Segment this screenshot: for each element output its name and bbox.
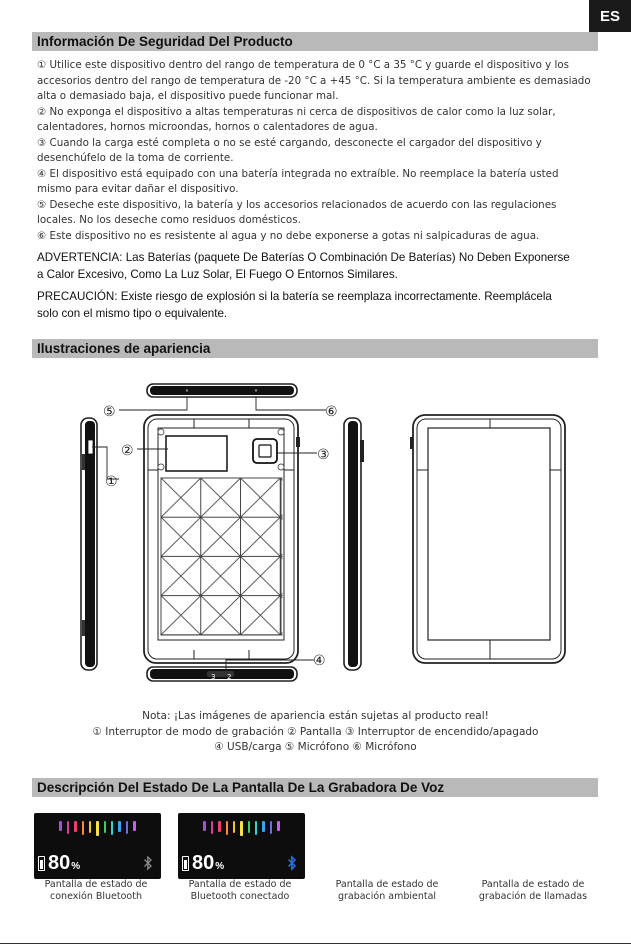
bluetooth-icon (143, 855, 153, 871)
display-window (166, 436, 227, 471)
caption-line: conexión Bluetooth (50, 890, 142, 902)
warning-line: a Calor Excesivo, Como La Luz Solar, El Fuego O Entornos Similares. (37, 267, 398, 281)
audio-level-bar (248, 821, 250, 833)
safety-line: calentadores, hornos microondas, hornos o calentadores de agua. (37, 121, 378, 133)
audio-level-bar (233, 821, 235, 833)
safety-line: ① Utilice este dispositivo dentro del rango de temperatura de 0 °C a 35 °C y guarde el dispositivo y los (37, 59, 570, 71)
safety-line: locales. No los deseche como residuos domésticos. (37, 214, 301, 226)
safety-line: accesorios dentro del rango de temperatura de -20 °C a +45 °C. Si la temperatura ambiente es demasiado (37, 74, 591, 87)
safety-line: ③ Cuando la carga esté completa o no se esté cargando, desconecte el cargador del dispositivo y (37, 136, 542, 149)
audio-level-bar (203, 821, 205, 831)
battery-level: 80 (48, 852, 71, 874)
bottom-port-mark: 3 (211, 673, 216, 681)
battery-unit: % (215, 861, 225, 872)
status-caption (322, 879, 452, 902)
audio-level-bar (118, 821, 120, 832)
audio-level-bar (218, 821, 220, 832)
microphone-hole (255, 389, 257, 391)
audio-level-bars (34, 821, 161, 836)
appearance-legend-line: ① Interruptor de modo de grabación ② Pantalla ③ Interruptor de encendido/apagado (92, 726, 539, 738)
safety-line: ⑥ Este dispositivo no es resistente al agua y no debe exponerse a gotas ni salpicaduras de agua. (37, 229, 540, 242)
status-screen-bluetooth-connecting (34, 813, 161, 879)
appearance-note: Nota: ¡Las imágenes de apariencia están sujetas al producto real! (142, 710, 489, 722)
microphone-hole (186, 389, 188, 391)
language-tab: ES (589, 0, 631, 32)
device-illustration (0, 370, 631, 710)
appearance-heading: Ilustraciones de apariencia (32, 339, 598, 358)
audio-level-bar (59, 821, 61, 831)
bottom-port-mark: 2 (227, 673, 232, 681)
callout-6: ⑥ (325, 404, 338, 420)
battery-indicator (182, 853, 224, 873)
caution-line: PRECAUCIÓN: Existe riesgo de explosión si la batería se reemplaza incorrectamente. Reemplácela (37, 290, 552, 303)
audio-level-bar (89, 821, 91, 833)
caption-line: grabación ambiental (337, 890, 437, 902)
caption-line: grabación de llamadas (478, 890, 588, 902)
safety-text (37, 58, 599, 244)
status-caption (31, 879, 161, 902)
safety-line: alta o demasiado baja, el dispositivo puede funcionar mal. (37, 90, 339, 102)
callout-3: ③ (317, 447, 330, 463)
callout-1: ① (105, 474, 118, 490)
bluetooth-icon (287, 855, 297, 871)
device-bottom-view (147, 667, 297, 681)
audio-level-bar (270, 821, 272, 834)
appearance-legend-line: ④ USB/carga ⑤ Micrófono ⑥ Micrófono (214, 741, 417, 753)
audio-level-bar (111, 821, 113, 835)
callout-4: ④ (313, 653, 326, 669)
callout-5: ⑤ (103, 404, 116, 420)
device-back-view (410, 415, 565, 663)
audio-level-bar (262, 821, 264, 832)
status-caption (175, 879, 305, 902)
device-right-side-view (344, 418, 364, 670)
battery-icon (38, 856, 45, 871)
audio-level-bar (240, 821, 242, 836)
callout-2: ② (121, 443, 134, 459)
device-left-side-view (81, 418, 97, 670)
status-caption (468, 879, 598, 902)
safety-heading: Información De Seguridad Del Producto (32, 32, 598, 51)
audio-level-bar (226, 821, 228, 835)
status-screen-bluetooth-connected (178, 813, 305, 879)
battery-unit: % (71, 861, 81, 872)
audio-level-bar (96, 821, 98, 836)
battery-level: 80 (192, 852, 215, 874)
safety-line: ④ El dispositivo está equipado con una batería integrada no extraíble. No reemplace la batería usted (37, 167, 559, 180)
safety-line: ⑤ Deseche este dispositivo, la batería y los accesorios relacionados de acuerdo con las regulaciones (37, 198, 557, 211)
safety-line: mismo para evitar dañar el dispositivo. (37, 183, 239, 195)
caption-line: Pantalla de estado de (335, 879, 439, 890)
device-front-view (144, 415, 320, 663)
audio-level-bar (277, 821, 279, 831)
caution-text (37, 289, 599, 322)
audio-level-bar (126, 821, 128, 834)
safety-line: ② No exponga el dispositivo a altas temperaturas ni cerca de dispositivos de calor como la luz solar, (37, 105, 556, 118)
audio-level-bar (67, 821, 69, 834)
page-bottom-rule (0, 943, 631, 944)
battery-icon (182, 856, 189, 871)
device-top-view (147, 384, 297, 397)
audio-level-bar (82, 821, 84, 835)
audio-level-bar (211, 821, 213, 834)
caption-line: Bluetooth conectado (190, 890, 290, 902)
caption-line: Pantalla de estado de (44, 879, 148, 890)
audio-level-bar (74, 821, 76, 832)
status-heading: Descripción Del Estado De La Pantalla De La Grabadora De Voz (32, 778, 598, 797)
audio-level-bar (104, 821, 106, 833)
battery-indicator (38, 853, 80, 873)
caption-line: Pantalla de estado de (188, 879, 292, 890)
audio-level-bar (133, 821, 135, 831)
caution-line: solo con el mismo tipo o equivalente. (37, 306, 228, 320)
warning-text (37, 250, 599, 283)
audio-level-bar (255, 821, 257, 835)
warning-line: ADVERTENCIA: Las Baterías (paquete De Baterías O Combinación De Baterías) No Deben Exponerse (37, 251, 570, 264)
safety-line: desenchúfelo de la toma de corriente. (37, 152, 234, 164)
caption-line: Pantalla de estado de (481, 879, 585, 890)
audio-level-bars (178, 821, 305, 836)
